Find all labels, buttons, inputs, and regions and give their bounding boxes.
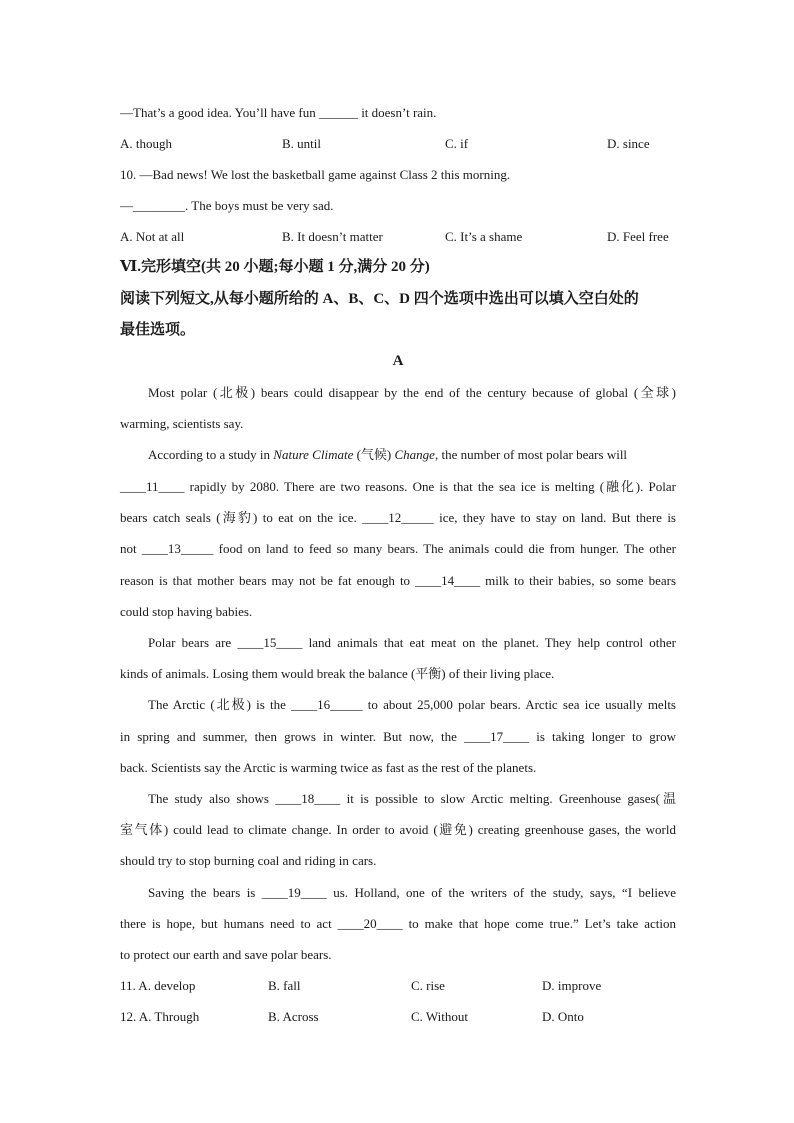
q10-option-c[interactable]: C. It’s a shame bbox=[445, 229, 523, 244]
passage-line-15: 室气体) could lead to climate change. In order to avoid (避免) creating greenhouse gases, the world bbox=[120, 822, 676, 837]
journal-title-part-1: Nature Climate bbox=[273, 447, 354, 462]
passage-line-18: there is hope, but humans need to act ____20____ to make that hope come true.” Let’s take action bbox=[120, 916, 676, 931]
question-10-reply: —________. The boys must be very sad. bbox=[120, 198, 334, 213]
q12-option-c[interactable]: C. Without bbox=[411, 1009, 469, 1024]
q9-option-b[interactable]: B. until bbox=[282, 136, 322, 151]
q10-option-a[interactable]: A. Not at all bbox=[120, 229, 185, 244]
passage-line-19: to protect our earth and save polar bears. bbox=[120, 947, 332, 962]
passage-line-10: kinds of animals. Losing them would break the balance (平衡) of their living place. bbox=[120, 666, 555, 681]
journal-title-part-2: Change bbox=[394, 447, 435, 462]
q12-option-d[interactable]: D. Onto bbox=[542, 1009, 584, 1024]
passage-line-1: Most polar (北极) bears could disappear by the end of the century because of global (全球) bbox=[148, 385, 676, 400]
passage-line-11: The Arctic (北极) is the ____16_____ to about 25,000 polar bears. Arctic sea ice usually melts bbox=[148, 697, 676, 712]
passage-line-14: The study also shows ____18____ it is possible to slow Arctic melting. Greenhouse gases(温 bbox=[148, 791, 676, 806]
passage-line-12: in spring and summer, then grows in winter. But now, the ____17____ is taking longer to grow bbox=[120, 729, 676, 744]
q11-option-a[interactable]: 11. A. develop bbox=[120, 978, 196, 993]
section-title: Ⅵ.完形填空(共 20 小题;每小题 1 分,满分 20 分) bbox=[120, 259, 430, 275]
passage-line-3-part-c: , the number of most polar bears will bbox=[434, 447, 628, 462]
q11-option-c[interactable]: C. rise bbox=[411, 978, 445, 993]
section-instruction-line-1: 阅读下列短文,从每小题所给的 A、B、C、D 四个选项中选出可以填入空白处的 bbox=[120, 291, 639, 307]
passage-line-3-part-b: (气候) bbox=[353, 447, 395, 462]
q10-option-d[interactable]: D. Feel free bbox=[607, 229, 669, 244]
q9-option-a[interactable]: A. though bbox=[120, 136, 172, 151]
q9-option-d[interactable]: D. since bbox=[607, 136, 650, 151]
passage-line-16: should try to stop burning coal and riding in cars. bbox=[120, 853, 377, 868]
q11-option-b[interactable]: B. fall bbox=[268, 978, 301, 993]
q9-option-c[interactable]: C. if bbox=[445, 136, 469, 151]
passage-line-9: Polar bears are ____15____ land animals that eat meat on the planet. They help control other bbox=[148, 635, 676, 650]
passage-line-4: ____11____ rapidly by 2080. There are two reasons. One is that the sea ice is melting (融化). Polar bbox=[120, 479, 676, 494]
passage-line-3-part-a: According to a study in bbox=[148, 447, 274, 462]
q11-option-d[interactable]: D. improve bbox=[542, 978, 602, 993]
question-10-stem: 10. —Bad news! We lost the basketball game against Class 2 this morning. bbox=[120, 167, 511, 182]
q10-option-b[interactable]: B. It doesn’t matter bbox=[282, 229, 383, 244]
passage-line-17: Saving the bears is ____19____ us. Holland, one of the writers of the study, says, “I believe bbox=[148, 885, 676, 900]
passage-line-2: warming, scientists say. bbox=[120, 416, 244, 431]
passage-line-7: reason is that mother bears may not be fat enough to ____14____ milk to their babies, so some bears bbox=[120, 573, 676, 588]
passage-label: A bbox=[392, 353, 404, 369]
passage-line-6: not ____13_____ food on land to feed so many bears. The animals could die from hunger. The other bbox=[120, 541, 676, 556]
question-9-stem: —That’s a good idea. You’ll have fun ______ it doesn’t rain. bbox=[120, 105, 437, 120]
q12-option-a[interactable]: 12. A. Through bbox=[120, 1009, 200, 1024]
passage-line-5: bears catch seals (海豹) to eat on the ice. ____12_____ ice, they have to stay on land. But there is bbox=[120, 510, 676, 525]
passage-line-8: could stop having babies. bbox=[120, 604, 253, 619]
q12-option-b[interactable]: B. Across bbox=[268, 1009, 319, 1024]
passage-line-3 bbox=[148, 446, 627, 464]
passage-line-13: back. Scientists say the Arctic is warming twice as fast as the rest of the planets. bbox=[120, 760, 537, 775]
section-instruction-line-2: 最佳选项。 bbox=[120, 322, 196, 338]
